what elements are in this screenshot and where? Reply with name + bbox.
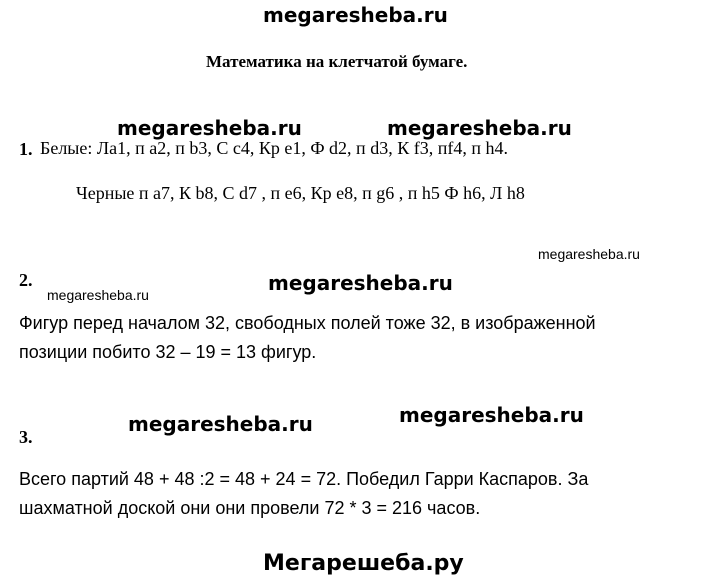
watermark-row3-left: megaresheba.ru bbox=[128, 412, 313, 436]
task-1-white-pieces: Белые: Ла1, п а2, п b3, С с4, Кр е1, Ф d2, п d3, К f3, пf4, п h4. bbox=[40, 138, 508, 158]
task-3-line-2: шахматной доской они они провели 72 * 3 = 216 часов. bbox=[19, 498, 481, 518]
watermark-small-left: megaresheba.ru bbox=[47, 287, 149, 303]
watermark-row2-center: megaresheba.ru bbox=[268, 271, 453, 295]
task-2-number: 2. bbox=[19, 270, 33, 290]
task-1-number: 1. bbox=[19, 139, 33, 159]
watermark-row1-left: megaresheba.ru bbox=[117, 116, 302, 140]
page-title: Математика на клетчатой бумаге. bbox=[206, 52, 468, 71]
task-3-line-1: Всего партий 48 + 48 :2 = 48 + 24 = 72. Победил Гарри Каспаров. За bbox=[19, 469, 589, 489]
footer-brand: Мегарешеба.ру bbox=[263, 551, 464, 576]
task-2-line-2: позиции побито 32 – 19 = 13 фигур. bbox=[19, 342, 317, 362]
watermark-row3-right: megaresheba.ru bbox=[399, 403, 584, 427]
header-watermark: megaresheba.ru bbox=[263, 3, 448, 27]
watermark-row1-right: megaresheba.ru bbox=[387, 116, 572, 140]
watermark-small-right: megaresheba.ru bbox=[538, 246, 640, 262]
task-1-black-pieces: Черные п а7, К b8, С d7 , п е6, Кр е8, п g6 , п h5 Ф h6, Л h8 bbox=[76, 183, 525, 203]
task-2-line-1: Фигур перед началом 32, свободных полей тоже 32, в изображенной bbox=[19, 313, 596, 333]
task-3-number: 3. bbox=[19, 427, 33, 447]
